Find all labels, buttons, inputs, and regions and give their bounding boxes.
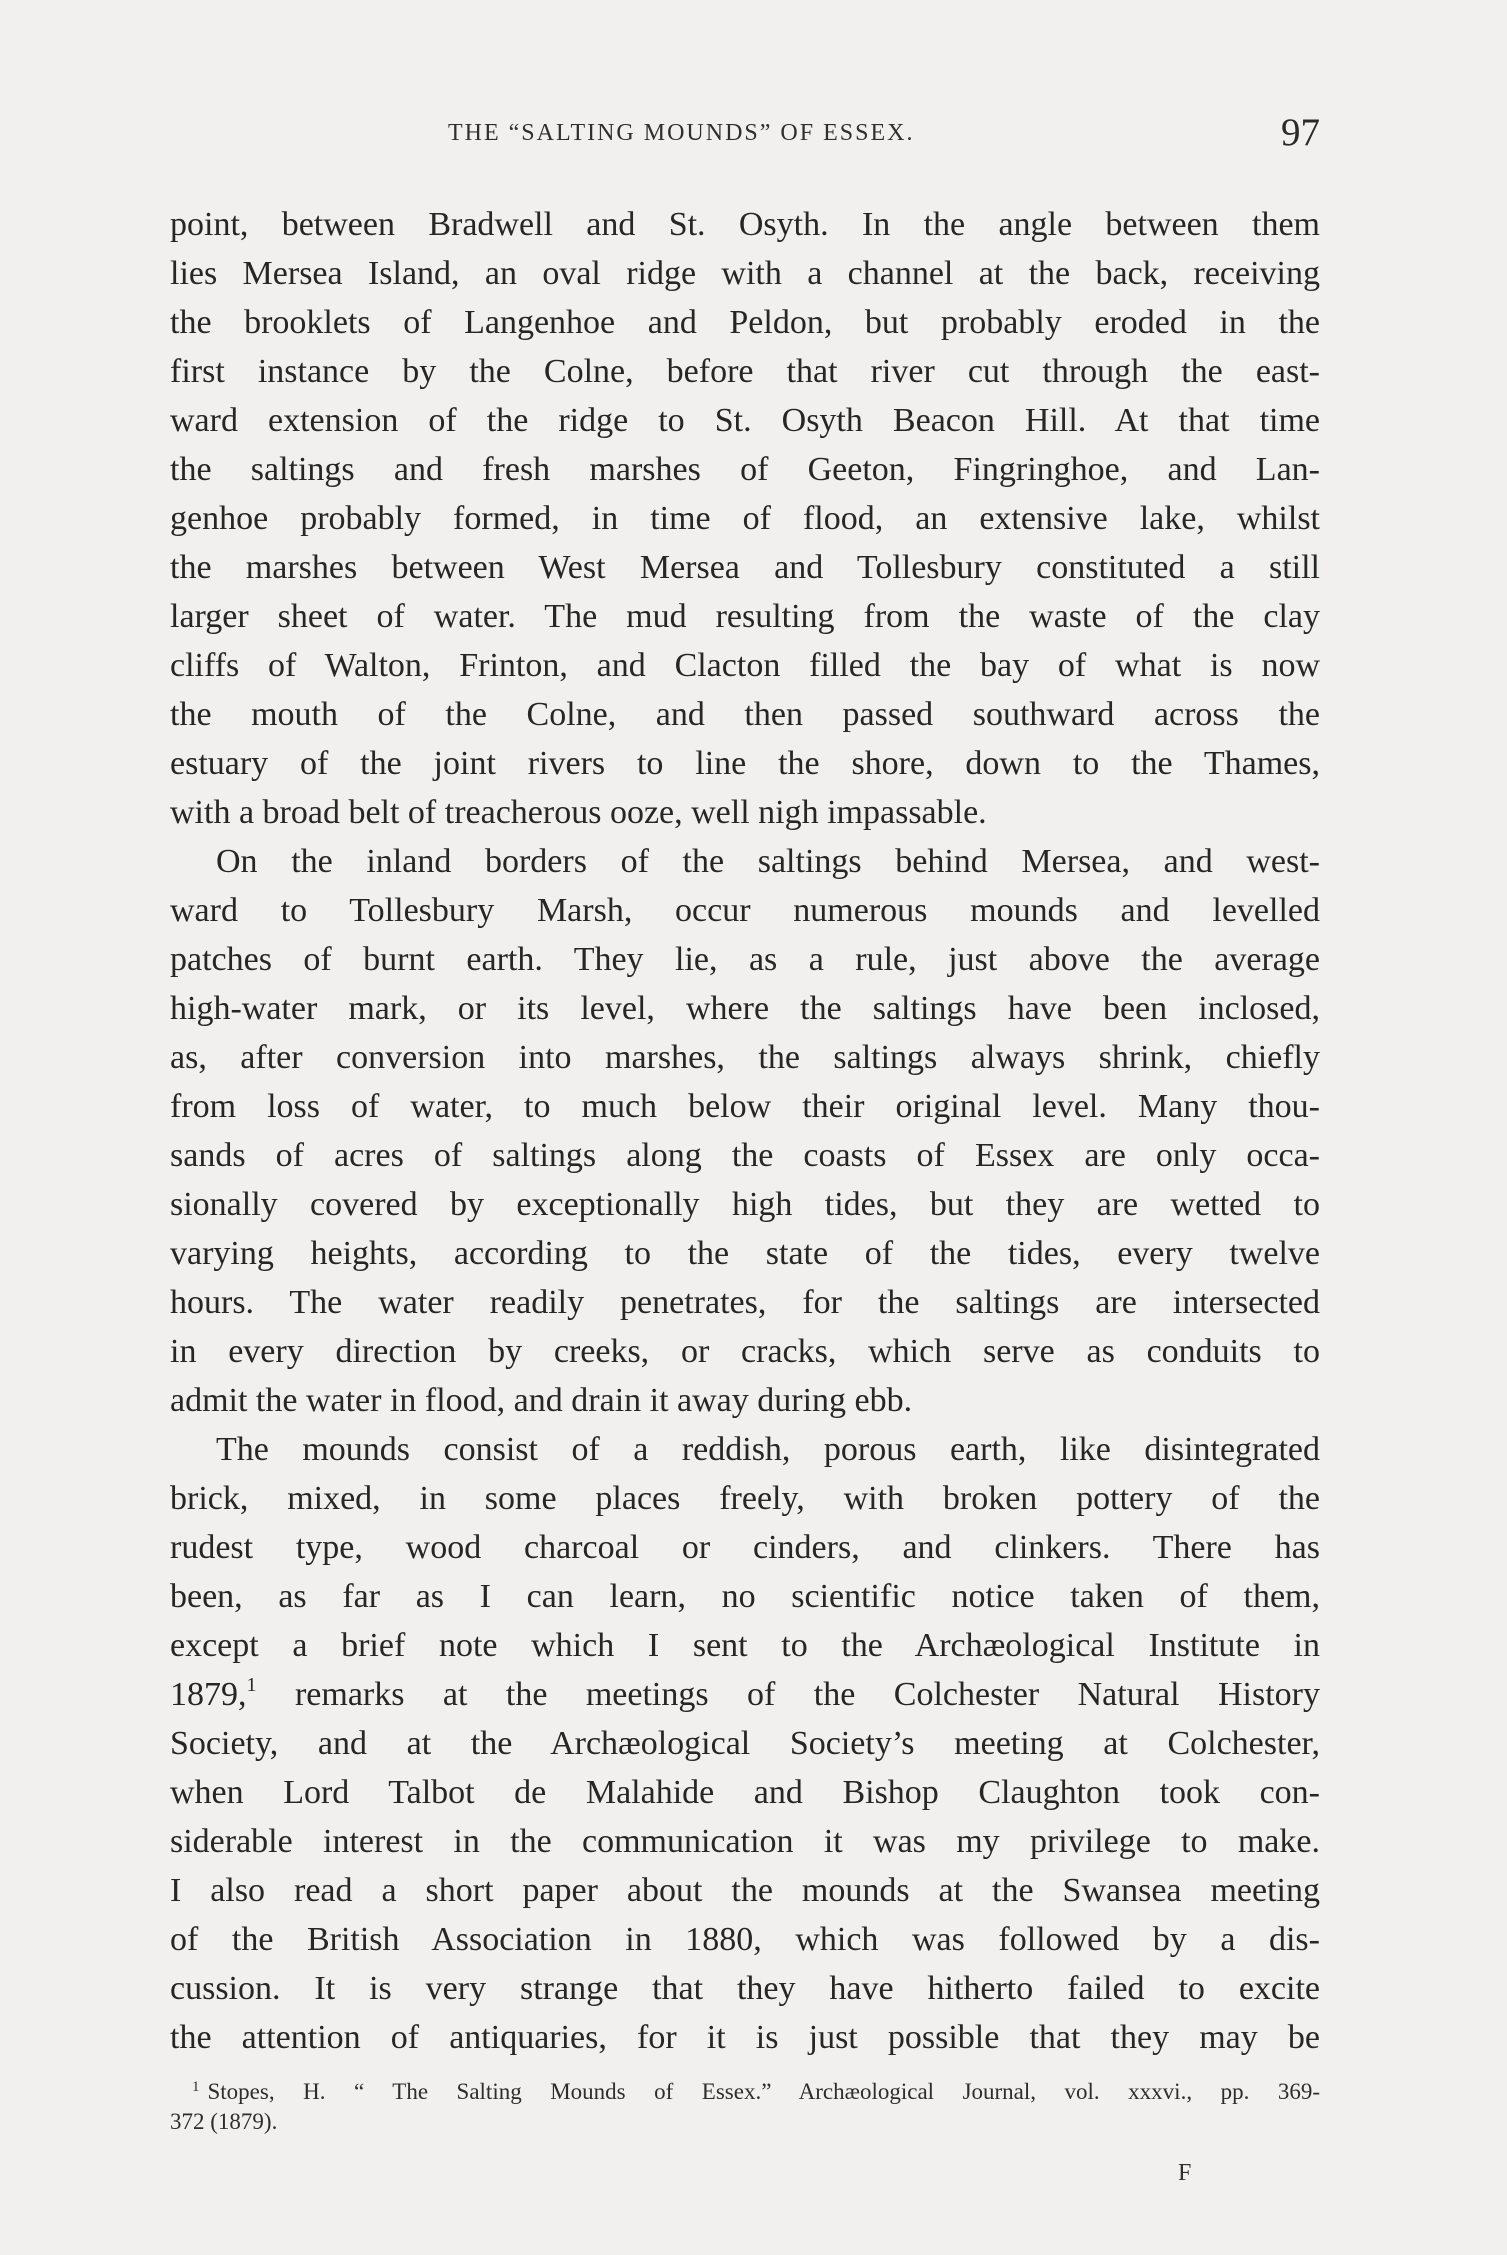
text-line: admit the water in flood, and drain it away during ebb. [170, 1382, 913, 1419]
text-line: point, between Bradwell and St. Osyth. In the angle between them [170, 206, 1320, 243]
text-line: brick, mixed, in some places freely, with broken pottery of the [170, 1480, 1320, 1517]
text-line: patches of burnt earth. They lie, as a rule, just above the average [170, 941, 1320, 978]
text-line: the brooklets of Langenhoe and Peldon, but probably eroded in the [170, 304, 1320, 341]
text-line: lies Mersea Island, an oval ridge with a channel at the back, receiving [170, 255, 1320, 292]
text-line: in every direction by creeks, or cracks, which serve as conduits to [170, 1333, 1320, 1370]
text-line: rudest type, wood charcoal or cinders, and clinkers. There has [170, 1529, 1320, 1566]
page-number: 97 [1281, 111, 1320, 154]
text-line: genhoe probably formed, in time of flood, an extensive lake, whilst [170, 500, 1320, 537]
footnote-line [170, 2077, 1320, 2107]
text-segment: remarks at the meetings of the Colchester Natural History [294, 1676, 1321, 1713]
text-line: with a broad belt of treacherous ooze, well nigh impassable. [170, 794, 987, 831]
text-line: hours. The water readily penetrates, for the saltings are intersected [170, 1284, 1320, 1321]
text-segment: 1879, [170, 1676, 247, 1713]
text-line: been, as far as I can learn, no scientific notice taken of them, [170, 1578, 1320, 1615]
text-line: sionally covered by exceptionally high tides, but they are wetted to [170, 1186, 1320, 1223]
running-head [168, 112, 1320, 162]
text-line: varying heights, according to the state of the tides, every twelve [170, 1235, 1320, 1272]
body-text [170, 200, 1320, 2062]
text-line: The mounds consist of a reddish, porous earth, like disintegrated [216, 1431, 1320, 1468]
text-line: when Lord Talbot de Malahide and Bishop Claughton took con- [170, 1774, 1320, 1811]
footnote [170, 2077, 1320, 2137]
text-line: siderable interest in the communication it was my privilege to make. [170, 1823, 1320, 1860]
footnote-text: Stopes, H. “ The Salting Mounds of Essex.” Archæological Journal, vol. xxxvi., pp. 369- [207, 2079, 1320, 2104]
text-line: ward to Tollesbury Marsh, occur numerous mounds and levelled [170, 892, 1320, 929]
signature-mark: F [1178, 2160, 1192, 2186]
text-line: cussion. It is very strange that they have hitherto failed to excite [170, 1970, 1320, 2007]
footnote-marker: 1 [192, 2079, 200, 2095]
text-line: the attention of antiquaries, for it is just possible that they may be [170, 2019, 1320, 2056]
footnote-line: 372 (1879). [170, 2109, 278, 2134]
text-line: from loss of water, to much below their original level. Many thou- [170, 1088, 1320, 1125]
text-line: the saltings and fresh marshes of Geeton, Fingringhoe, and Lan- [170, 451, 1320, 488]
footnote-reference: 1 [246, 1674, 257, 1696]
text-line: cliffs of Walton, Frinton, and Clacton filled the bay of what is now [170, 647, 1320, 684]
text-line: except a brief note which I sent to the Archæological Institute in [170, 1627, 1320, 1664]
text-line: Society, and at the Archæological Society’s meeting at Colchester, [170, 1725, 1320, 1762]
text-line: ward extension of the ridge to St. Osyth Beacon Hill. At that time [170, 402, 1320, 439]
text-line: the mouth of the Colne, and then passed southward across the [170, 696, 1320, 733]
text-line: I also read a short paper about the mounds at the Swansea meeting [170, 1872, 1320, 1909]
text-line: larger sheet of water. The mud resulting from the waste of the clay [170, 598, 1320, 635]
text-line: high-water mark, or its level, where the saltings have been inclosed, [170, 990, 1320, 1027]
text-line: On the inland borders of the saltings behind Mersea, and west- [216, 843, 1320, 880]
running-title: THE “SALTING MOUNDS” OF ESSEX. [448, 120, 915, 146]
text-line: estuary of the joint rivers to line the shore, down to the Thames, [170, 745, 1320, 782]
text-line-with-note [170, 1670, 1320, 1719]
text-line: first instance by the Colne, before that river cut through the east- [170, 353, 1320, 390]
text-line: of the British Association in 1880, which was followed by a dis- [170, 1921, 1320, 1958]
text-line: the marshes between West Mersea and Tollesbury constituted a still [170, 549, 1320, 586]
text-line: sands of acres of saltings along the coasts of Essex are only occa- [170, 1137, 1320, 1174]
text-line: as, after conversion into marshes, the saltings always shrink, chiefly [170, 1039, 1320, 1076]
